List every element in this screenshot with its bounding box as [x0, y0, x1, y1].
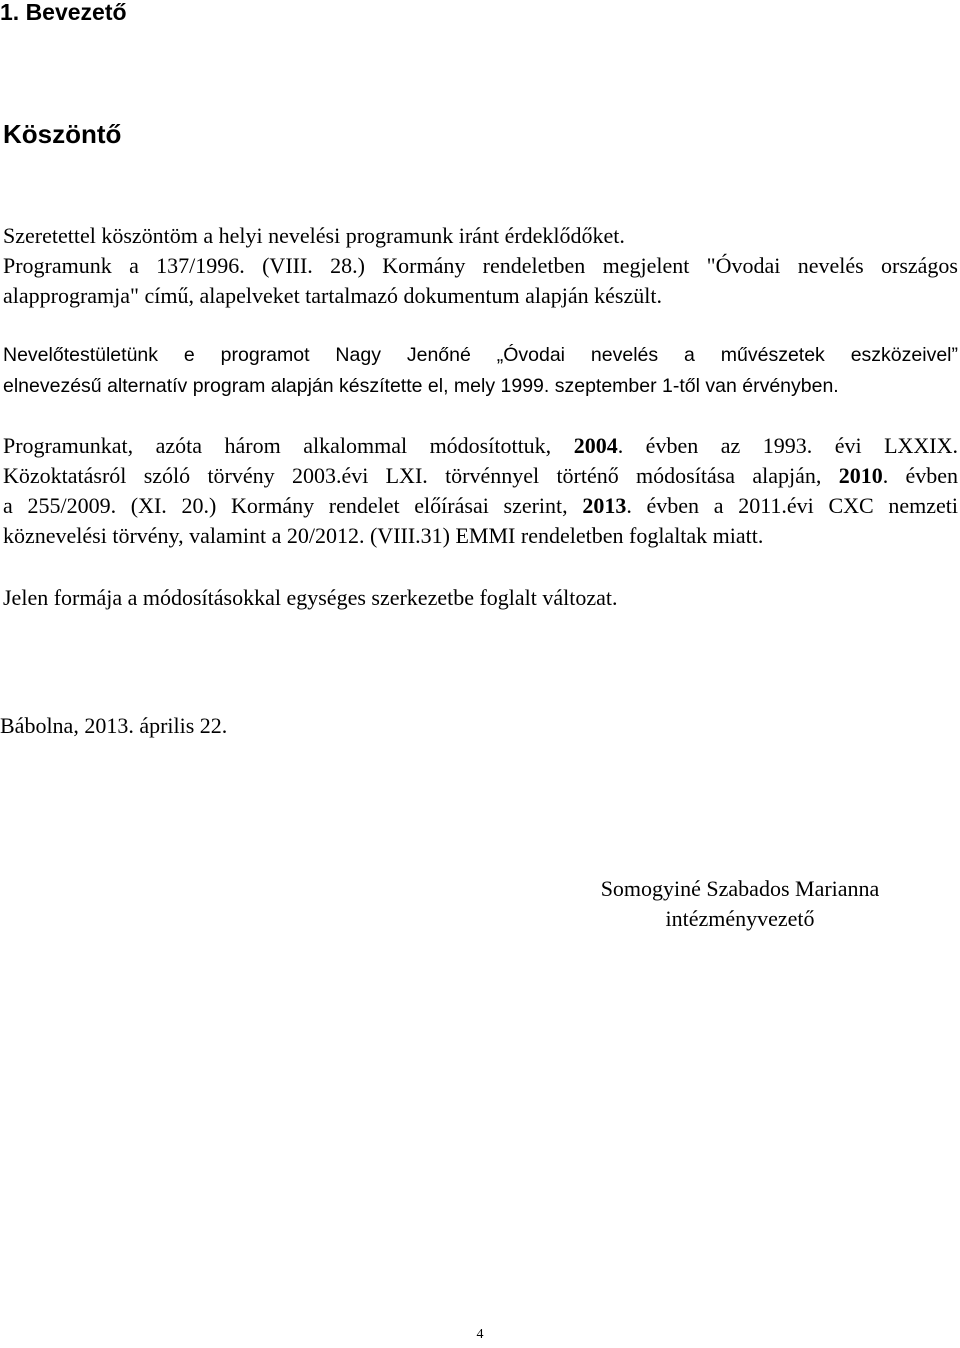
paragraph-line: elnevezésű alternatív program alapján készítette el, mely 1999. szeptember 1-től van érvényben. — [3, 375, 839, 397]
section-title: Köszöntő — [3, 119, 122, 149]
paragraph-line: alapprogramja" című, alapelveket tartalmazó dokumentum alapján készült. — [3, 283, 662, 308]
paragraph-line — [3, 462, 958, 490]
text-run: . évben az 1993. évi LXXIX. — [617, 433, 958, 458]
paragraph-line — [3, 492, 958, 520]
text-run: Közoktatásról szóló törvény 2003.évi LXI. törvénnyel történő módosítása alapján, — [3, 463, 822, 488]
year-bold: 2010 — [838, 463, 883, 488]
text-run: . évben a 2011.évi CXC nemzeti — [626, 493, 958, 518]
signature-block — [560, 874, 920, 934]
signatory-name: Somogyiné Szabados Marianna — [600, 876, 880, 901]
paragraph-line: Programunk a 137/1996. (VIII. 28.) Kormány rendeletben megjelent "Óvodai nevelés országos — [3, 253, 958, 278]
paragraph-line — [3, 432, 958, 460]
paragraph-line: Jelen formája a módosításokkal egységes szerkezetbe foglalt változat. — [3, 585, 618, 610]
text-run: . évben — [882, 463, 959, 488]
page-number: 4 — [476, 1327, 484, 1342]
year-bold: 2013 — [582, 493, 627, 518]
paragraph-line: köznevelési törvény, valamint a 20/2012. (VIII.31) EMMI rendeletben foglaltak miatt. — [3, 523, 764, 548]
text-run: a 255/2009. (XI. 20.) Kormány rendelet előírásai szerint, — [3, 493, 568, 518]
place-date: Bábolna, 2013. április 22. — [0, 713, 228, 738]
paragraph-line: Nevelőtestületünk e programot Nagy Jenőné „Óvodai nevelés a művészetek eszközeivel” — [3, 344, 958, 366]
paragraph-line: Szeretettel köszöntöm a helyi nevelési programunk iránt érdeklődőket. — [3, 223, 625, 248]
signatory-role: intézményvezető — [665, 906, 815, 931]
text-run: Programunkat, azóta három alkalommal módosítottuk, — [3, 433, 552, 458]
chapter-heading: 1. Bevezető — [0, 0, 127, 25]
year-bold: 2004 — [573, 433, 618, 458]
